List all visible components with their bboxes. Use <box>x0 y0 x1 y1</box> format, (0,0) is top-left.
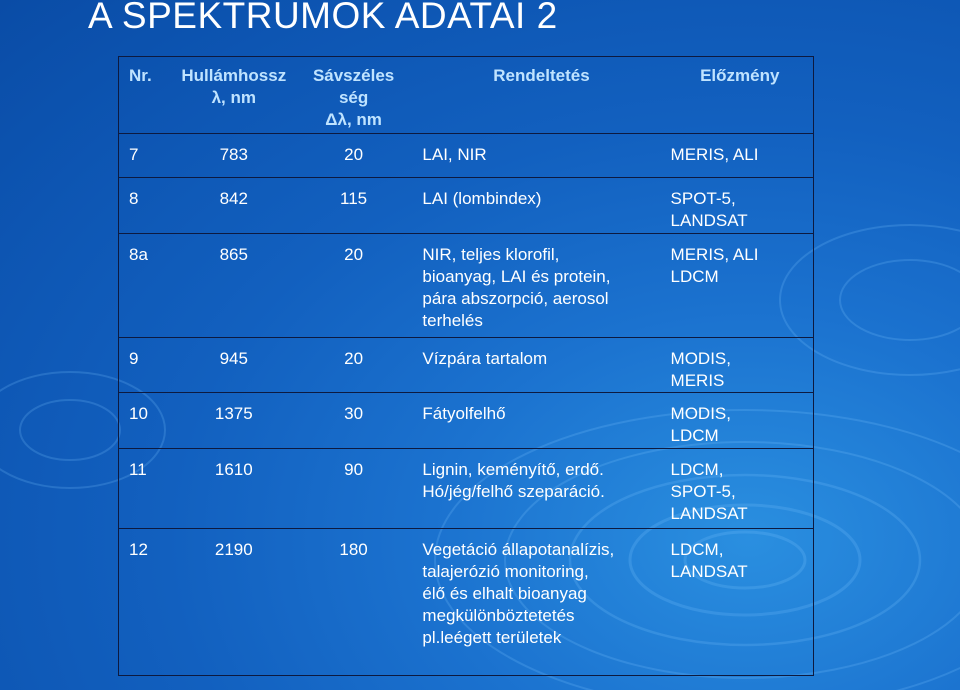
table-header-row <box>119 57 813 133</box>
cell-wavelength: 1375 <box>214 403 253 423</box>
cell-nr: 8 <box>129 188 139 208</box>
cell-purpose: Vegetáció állapotanalízis, talajerózió monitoring, élő és elhalt bioanyag megkülönböztetetés pl.leégett területek <box>422 539 615 647</box>
cell-wavelength: 842 <box>219 188 248 208</box>
cell-bandwidth: 20 <box>344 348 364 368</box>
spectrum-table <box>118 56 814 676</box>
cell-wavelength: 2190 <box>214 539 253 559</box>
cell-predecessor: MERIS, ALI LDCM <box>670 244 759 286</box>
header-wavelength: Hullámhossz λ, nm <box>181 66 287 107</box>
cell-bandwidth: 20 <box>344 244 364 264</box>
cell-bandwidth: 30 <box>344 403 364 423</box>
cell-nr: 7 <box>129 144 139 164</box>
cell-nr: 11 <box>129 459 147 479</box>
header-nr: Nr. <box>129 66 152 85</box>
table-row <box>119 448 813 528</box>
cell-predecessor: LDCM, SPOT-5, LANDSAT <box>670 459 748 523</box>
cell-wavelength: 783 <box>219 144 248 164</box>
cell-nr: 12 <box>129 539 148 559</box>
header-purpose: Rendeltetés <box>493 66 590 85</box>
cell-predecessor: LDCM, LANDSAT <box>670 539 748 581</box>
cell-wavelength: 1610 <box>214 459 253 479</box>
table-row <box>119 392 813 448</box>
cell-nr: 10 <box>129 403 148 423</box>
cell-wavelength: 945 <box>219 348 248 368</box>
cell-purpose: Lignin, keményítő, erdő. Hó/jég/felhő szeparáció. <box>422 459 605 501</box>
cell-predecessor: MODIS, MERIS <box>670 348 731 390</box>
cell-wavelength: 865 <box>219 244 248 264</box>
cell-bandwidth: 20 <box>344 144 364 164</box>
cell-nr: 9 <box>129 348 139 368</box>
table-row <box>119 528 813 649</box>
cell-purpose: NIR, teljes klorofil, bioanyag, LAI és protein, pára abszorpció, aerosol terhelés <box>422 244 611 330</box>
cell-bandwidth: 90 <box>344 459 364 479</box>
cell-bandwidth: 115 <box>340 188 368 208</box>
cell-bandwidth: 180 <box>339 539 368 559</box>
cell-nr: 8a <box>129 244 148 264</box>
cell-purpose: Vízpára tartalom <box>422 348 548 368</box>
header-predecessor: Előzmény <box>700 66 780 85</box>
cell-predecessor: MERIS, ALI <box>670 144 759 164</box>
cell-purpose: Fátyolfelhő <box>422 403 506 423</box>
table-row <box>119 177 813 233</box>
cell-purpose: LAI, NIR <box>422 144 487 164</box>
table-row <box>119 337 813 392</box>
cell-predecessor: MODIS, LDCM <box>670 403 731 445</box>
header-bandwidth: Sávszéles ség Δλ, nm <box>312 66 395 129</box>
cell-purpose: LAI (lombindex) <box>422 188 542 208</box>
cell-predecessor: SPOT-5, LANDSAT <box>670 188 748 230</box>
table-row <box>119 233 813 337</box>
slide-title: A SPEKTRUMOK ADATAI 2 <box>88 0 558 36</box>
table-row <box>119 133 813 177</box>
